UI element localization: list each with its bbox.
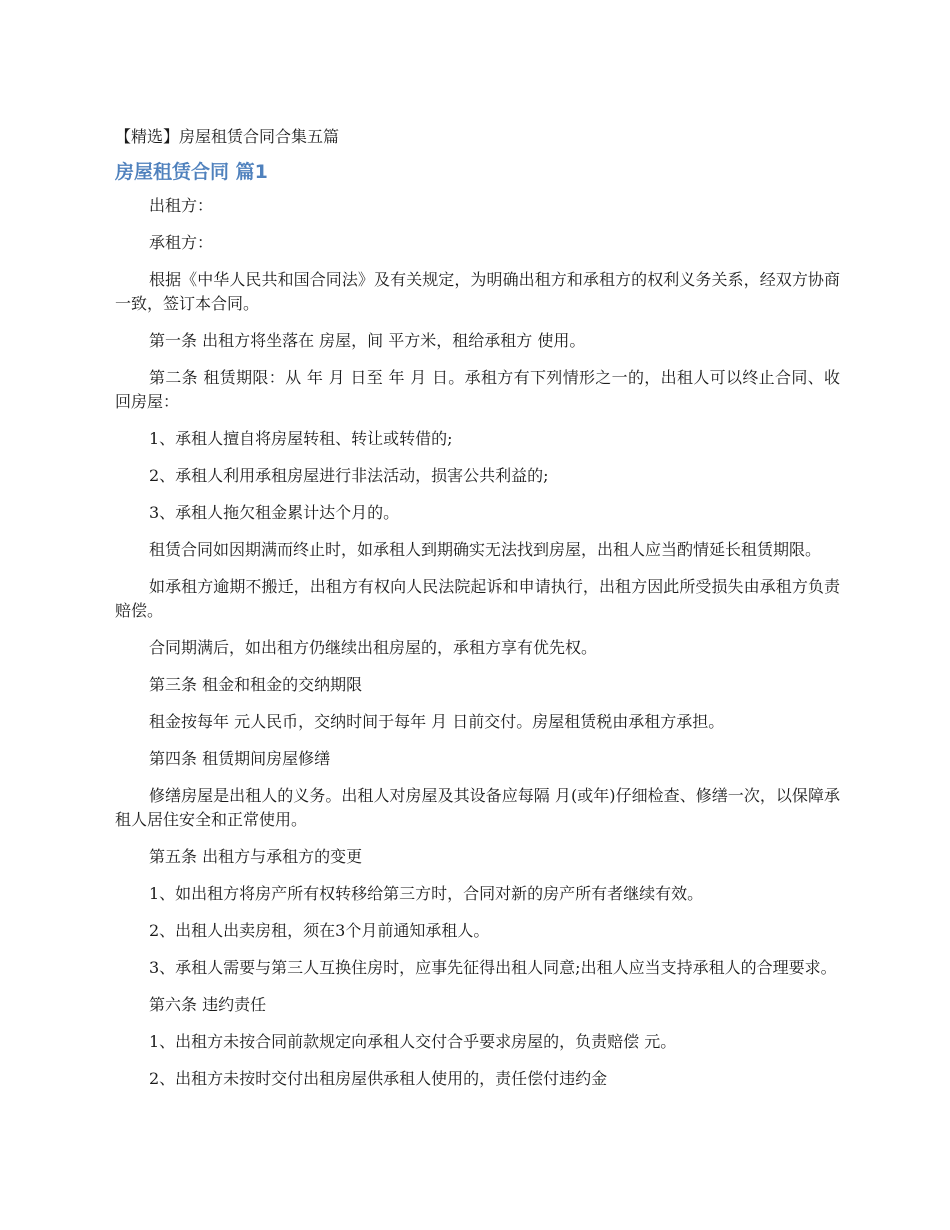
paragraph-article-2-item-1: 1、承租人擅自将房屋转租、转让或转借的; (149, 429, 453, 448)
paragraph-overdue-eviction: 如承租方逾期不搬迁，出租方有权向人民法院起诉和申请执行，出租方因此所受损失由承租方负责赔偿。 (115, 577, 840, 620)
paragraph-article-5-item-2: 2、出租人出卖房租，须在3个月前通知承租人。 (149, 921, 490, 940)
document-page (115, 124, 840, 1104)
paragraph-expiry-extension: 租赁合同如因期满而终止时，如承租人到期确实无法找到房屋，出租人应当酌情延长租赁期限。 (149, 540, 822, 559)
paragraph-article-6-item-1: 1、出租方未按合同前款规定向承租人交付合乎要求房屋的，负责赔偿 元。 (149, 1032, 677, 1051)
paragraph-preamble: 根据《中华人民共和国合同法》及有关规定，为明确出租方和承租方的权利义务关系，经双方协商一致，签订本合同。 (115, 270, 840, 313)
paragraph-article-3-heading: 第三条 租金和租金的交纳期限 (149, 675, 363, 694)
paragraph-lessor: 出租方： (149, 196, 214, 215)
paragraph-article-4-body: 修缮房屋是出租人的义务。出租人对房屋及其设备应每隔 月(或年)仔细检查、修缮一次，以保障承租人居住安全和正常使用。 (115, 786, 840, 829)
paragraph-priority-right: 合同期满后，如出租方仍继续出租房屋的，承租方享有优先权。 (149, 638, 598, 657)
paragraph-article-6-item-2: 2、出租方未按时交付出租房屋供承租人使用的，责任偿付违约金 (149, 1069, 608, 1088)
paragraph-article-2: 第二条 租赁期限：从 年 月 日至 年 月 日。承租方有下列情形之一的，出租人可以终止合同、收回房屋： (115, 368, 840, 411)
paragraph-article-1: 第一条 出租方将坐落在 房屋，间 平方米，租给承租方 使用。 (149, 331, 586, 350)
paragraph-article-5-heading: 第五条 出租方与承租方的变更 (149, 847, 363, 866)
paragraph-lessee: 承租方： (149, 233, 214, 252)
paragraph-article-6-heading: 第六条 违约责任 (149, 995, 267, 1014)
paragraph-article-5-item-1: 1、如出租方将房产所有权转移给第三方时，合同对新的房产所有者继续有效。 (149, 884, 704, 903)
paragraph-article-4-heading: 第四条 租赁期间房屋修缮 (149, 749, 331, 768)
paragraph-article-5-item-3: 3、承租人需要与第三人互换住房时，应事先征得出租人同意;出租人应当支持承租人的合理要求。 (149, 958, 837, 977)
section-heading: 房屋租赁合同 篇1 (115, 161, 268, 183)
paragraph-article-2-item-3: 3、承租人拖欠租金累计达个月的。 (149, 503, 400, 522)
paragraph-article-3-body: 租金按每年 元人民币，交纳时间于每年 月 日前交付。房屋租赁税由承租方承担。 (149, 712, 725, 731)
paragraph-article-2-item-2: 2、承租人利用承租房屋进行非法活动，损害公共利益的; (149, 466, 549, 485)
document-title: 【精选】房屋租赁合同合集五篇 (115, 127, 340, 146)
